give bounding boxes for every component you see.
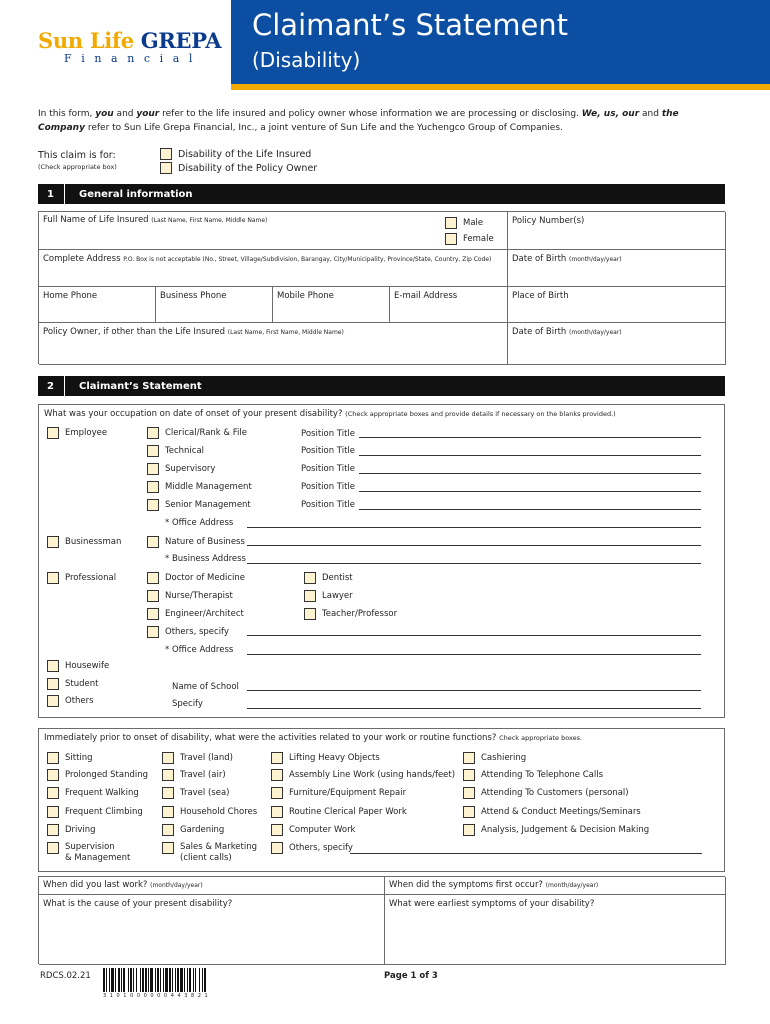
barcode [103, 968, 275, 992]
option-label: Student [65, 679, 99, 689]
businessman-option[interactable] [47, 536, 121, 548]
option-label: Gardening [180, 825, 225, 835]
barcode-digits: 3 1 0 1 0 0 0 0 0 0 4 4 3 8 2 1 [103, 993, 209, 999]
option-label: Others, specify [165, 627, 229, 637]
checkbox[interactable] [463, 752, 475, 764]
position-title-line[interactable] [359, 491, 701, 492]
intro-you: you [95, 109, 114, 119]
activity-cashiering[interactable] [463, 752, 526, 764]
activity-others-specify[interactable] [271, 842, 353, 854]
option-label: Attend & Conduct Meetings/Seminars [481, 807, 641, 817]
intro-paragraph [38, 108, 728, 135]
housewife-option[interactable] [47, 660, 109, 672]
option-label: Travel (air) [180, 770, 226, 780]
checkbox[interactable] [147, 445, 159, 457]
lawyer-option[interactable] [304, 590, 353, 602]
place-of-birth-field[interactable] [508, 287, 726, 323]
checkbox[interactable] [271, 824, 283, 836]
logo-grepa: GREPA [140, 28, 222, 53]
intro-text: and [113, 109, 137, 119]
office-address-label: * Office Address [165, 645, 234, 655]
option-label [180, 842, 257, 864]
field-label: Place of Birth [512, 291, 569, 301]
option-label: Attending To Telephone Calls [481, 770, 604, 780]
nurse-option[interactable] [147, 590, 233, 602]
activity-telephone[interactable] [463, 769, 603, 781]
option-label: Sitting [65, 753, 93, 763]
option-label: Routine Clerical Paper Work [289, 807, 407, 817]
intro-your: your [136, 109, 160, 119]
dentist-option[interactable] [304, 572, 353, 584]
mobile-phone-field[interactable] [273, 287, 390, 323]
option-label [65, 842, 130, 864]
claim-for-label: This claim is for: [38, 150, 116, 161]
option-label: Senior Management [165, 500, 251, 510]
option-label: Others, specify [289, 843, 353, 853]
symptoms-first-field[interactable] [385, 877, 726, 895]
section-number: 2 [47, 380, 54, 392]
checkbox[interactable] [304, 608, 316, 620]
option-label-line: Supervision [65, 842, 115, 852]
teacher-option[interactable] [304, 608, 397, 620]
activities-question [44, 733, 582, 743]
option-label-line: & Management [65, 853, 131, 863]
option-label: Frequent Walking [65, 788, 139, 798]
option-label: Female [463, 234, 494, 244]
checkbox[interactable] [271, 752, 283, 764]
option-label: Computer Work [289, 825, 356, 835]
checkbox[interactable] [162, 806, 174, 818]
policy-owner-field[interactable] [39, 323, 508, 365]
intro-text: refer to the life insured and policy owner whose information we are processing or disclosing. [159, 109, 582, 119]
owner-dob-field[interactable] [508, 323, 726, 365]
field-label: Policy Owner, if other than the Life Insured [43, 327, 226, 337]
field-note: (month/day/year) [569, 329, 622, 336]
section-title: Claimant’s Statement [79, 380, 202, 392]
business-address-line[interactable] [247, 563, 701, 564]
option-label: Middle Management [165, 482, 252, 492]
student-option[interactable] [47, 678, 98, 690]
email-field[interactable] [390, 287, 508, 323]
option-label: Attending To Customers (personal) [481, 788, 629, 798]
section-1-header [38, 184, 725, 204]
position-title-label: Position Title [301, 464, 356, 474]
field-label: Full Name of Life Insured [43, 215, 149, 225]
field-label: What were earliest symptoms of your disability? [389, 899, 595, 909]
activity-meetings[interactable] [463, 806, 641, 818]
option-label: Supervisory [165, 464, 216, 474]
office-address-line[interactable] [247, 654, 701, 655]
option-label: Professional [65, 573, 117, 583]
address-field[interactable] [39, 250, 508, 287]
option-label: Housewife [65, 661, 110, 671]
option-label: Lifting Heavy Objects [289, 753, 380, 763]
checkbox[interactable] [47, 695, 59, 707]
checkbox[interactable] [162, 787, 174, 799]
checkbox[interactable] [47, 824, 59, 836]
checkbox[interactable] [271, 769, 283, 781]
field-note: (month/day/year) [150, 882, 203, 889]
checkbox[interactable] [160, 162, 172, 174]
business-address-label: * Business Address [165, 554, 246, 564]
checkbox[interactable] [47, 660, 59, 672]
page-number-text: Page 1 of 3 [384, 971, 438, 981]
field-label: Home Phone [43, 291, 98, 301]
option-label: Others [65, 696, 94, 706]
position-title-label: Position Title [301, 429, 356, 439]
option-label: Employee [65, 428, 108, 438]
option-label: Technical [165, 446, 205, 456]
checkbox[interactable] [271, 842, 283, 854]
section-number: 1 [47, 188, 54, 200]
doctor-option[interactable] [147, 572, 245, 584]
office-address-label: * Office Address [165, 518, 234, 528]
cause-field[interactable] [39, 895, 385, 965]
occupation-question [44, 409, 616, 419]
field-label: When did you last work? [43, 880, 148, 890]
activity-travel-air[interactable] [162, 769, 226, 781]
sun-life-grepa-logo [38, 30, 228, 70]
checkbox[interactable] [271, 806, 283, 818]
activity-frequent-walking[interactable] [47, 787, 139, 799]
checkbox[interactable] [47, 752, 59, 764]
option-label: Assembly Line Work (using hands/feet) [289, 770, 456, 780]
field-label: Date of Birth [512, 327, 567, 337]
option-label: Clerical/Rank & File [165, 428, 247, 438]
title-band [231, 0, 770, 90]
checkbox[interactable] [463, 824, 475, 836]
activity-clerical-paper[interactable] [271, 806, 407, 818]
option-label: Driving [65, 825, 96, 835]
checkbox[interactable] [147, 427, 159, 439]
professional-option[interactable] [47, 572, 116, 584]
checkbox[interactable] [162, 842, 174, 854]
barcode-bar [206, 968, 207, 992]
option-label: Nurse/Therapist [165, 591, 233, 601]
activity-travel-sea[interactable] [162, 787, 229, 799]
activity-computer-work[interactable] [271, 824, 355, 836]
full-name-field[interactable] [39, 212, 508, 250]
form-code: RDCS.02.21 [40, 971, 91, 981]
checkbox[interactable] [47, 787, 59, 799]
option-label: Lawyer [322, 591, 353, 601]
checkbox[interactable] [47, 427, 59, 439]
activity-lifting[interactable] [271, 752, 380, 764]
general-info-table [38, 211, 725, 364]
field-label: E-mail Address [394, 291, 458, 301]
position-title-line[interactable] [359, 509, 701, 510]
checkbox[interactable] [147, 481, 159, 493]
logo-sun-life: Sun Life [38, 28, 141, 53]
technical-option[interactable] [147, 445, 204, 457]
activity-frequent-climbing[interactable] [47, 806, 143, 818]
activity-household-chores[interactable] [162, 806, 257, 818]
others-specify-option[interactable] [147, 626, 229, 638]
intro-text: refer to Sun Life Grepa Financial, Inc., a joint venture of Sun Life and the Yuchengco Group of Companies. [84, 122, 563, 133]
option-label: Doctor of Medicine [165, 573, 246, 583]
option-label-line: Sales & Marketing [180, 842, 258, 852]
checkbox[interactable] [445, 233, 457, 245]
question-note: Check appropriate boxes. [499, 734, 583, 742]
section-2-header [38, 376, 725, 396]
specify-label: Specify [172, 699, 203, 709]
option-label: Male [463, 218, 484, 228]
claim-option-life-insured[interactable] [160, 147, 317, 161]
field-label: Date of Birth [512, 254, 567, 264]
activity-supervision[interactable] [47, 842, 130, 864]
claim-for-note: (Check appropriate box) [38, 163, 117, 171]
occupation-box [38, 404, 725, 718]
checkbox[interactable] [445, 217, 457, 229]
name-school-label: Name of School [172, 682, 239, 692]
checkbox[interactable] [147, 463, 159, 475]
option-label: Businessman [65, 537, 122, 547]
activity-gardening[interactable] [162, 824, 224, 836]
claim-option-policy-owner[interactable] [160, 161, 317, 175]
checkbox[interactable] [47, 806, 59, 818]
option-label: Furniture/Equipment Repair [289, 788, 407, 798]
logo-financial: Financial [64, 52, 203, 65]
checkbox[interactable] [463, 787, 475, 799]
activity-assembly-line[interactable] [271, 769, 455, 781]
option-label: Travel (sea) [180, 788, 230, 798]
nature-business-option[interactable] [147, 536, 245, 548]
position-title-label: Position Title [301, 482, 356, 492]
field-label: Business Phone [160, 291, 227, 301]
earliest-symptoms-field[interactable] [385, 895, 726, 965]
position-title-line[interactable] [359, 473, 701, 474]
checkbox[interactable] [47, 536, 59, 548]
home-phone-field[interactable] [39, 287, 156, 323]
question-text: What was your occupation on date of onset of your present disability? [44, 409, 343, 419]
position-title-line[interactable] [359, 455, 701, 456]
checkbox[interactable] [463, 806, 475, 818]
activity-driving[interactable] [47, 824, 96, 836]
checkbox[interactable] [47, 769, 59, 781]
activity-furniture-repair[interactable] [271, 787, 406, 799]
option-label: Engineer/Architect [165, 609, 244, 619]
supervisory-option[interactable] [147, 463, 215, 475]
specify-line[interactable] [247, 708, 701, 709]
male-option[interactable] [445, 217, 483, 229]
section-title: General information [79, 188, 193, 200]
dob-field[interactable] [508, 250, 726, 287]
name-school-line[interactable] [247, 690, 701, 691]
field-label: Policy Number(s) [512, 216, 585, 226]
option-label: Frequent Climbing [65, 807, 143, 817]
activity-others-line[interactable] [350, 853, 702, 854]
employee-option[interactable] [47, 427, 107, 439]
option-label: Nature of Business [165, 537, 245, 547]
field-note: P.O. Box is not acceptable (No., Street, Village/Subdivision, Barangay, City/Municipality, Province/State, Country, Zip Code) [123, 256, 492, 263]
activity-customers[interactable] [463, 787, 629, 799]
position-title-line[interactable] [359, 437, 701, 438]
activity-travel-land[interactable] [162, 752, 233, 764]
option-label: Dentist [322, 573, 353, 583]
claim-options [160, 147, 317, 175]
checkbox[interactable] [47, 842, 59, 854]
checkbox[interactable] [271, 787, 283, 799]
checkbox[interactable] [147, 626, 159, 638]
question-note: (Check appropriate boxes and provide details if necessary on the blanks provided.) [345, 410, 616, 418]
field-note: (month/day/year) [545, 882, 599, 889]
position-title-label: Position Title [301, 500, 356, 510]
logo-wordmark [38, 30, 228, 52]
nature-business-line[interactable] [247, 545, 701, 546]
field-note: (Last Name, First Name, Middle Name) [151, 217, 268, 224]
office-address-line[interactable] [247, 527, 701, 528]
female-option[interactable] [445, 233, 494, 245]
option-label: Travel (land) [180, 753, 233, 763]
business-phone-field[interactable] [156, 287, 273, 323]
checkbox[interactable] [47, 572, 59, 584]
others-option[interactable] [47, 695, 94, 707]
option-label-line: (client calls) [180, 853, 232, 863]
option-label: Disability of the Life Insured [178, 148, 312, 160]
form-title: Claimant’s Statement [252, 8, 569, 42]
checkbox[interactable] [47, 678, 59, 690]
intro-company: the Company [38, 109, 679, 133]
checkbox[interactable] [147, 536, 159, 548]
intro-text: In this form, [38, 109, 96, 119]
question-text: Immediately prior to onset of disability, what were the activities related to your work or routine functions? [44, 733, 497, 743]
checkbox[interactable] [304, 590, 316, 602]
activities-box [38, 728, 725, 872]
senior-management-option[interactable] [147, 499, 251, 511]
checkbox[interactable] [304, 572, 316, 584]
option-label: Disability of the Policy Owner [178, 162, 318, 174]
intro-text: and [639, 109, 662, 119]
field-label: What is the cause of your present disability? [43, 899, 233, 909]
middle-management-option[interactable] [147, 481, 252, 493]
checkbox[interactable] [147, 499, 159, 511]
intro-we: We, us, our [581, 109, 640, 119]
activity-analysis[interactable] [463, 824, 649, 836]
option-label: Household Chores [180, 807, 258, 817]
option-label: Analysis, Judgement & Decision Making [481, 825, 650, 835]
option-label: Cashiering [481, 753, 527, 763]
checkbox[interactable] [147, 590, 159, 602]
activity-sitting[interactable] [47, 752, 93, 764]
field-label: When did the symptoms first occur? [389, 880, 543, 890]
engineer-option[interactable] [147, 608, 244, 620]
last-work-field[interactable] [39, 877, 385, 895]
checkbox[interactable] [463, 769, 475, 781]
option-label: Teacher/Professor [322, 609, 398, 619]
others-specify-line[interactable] [247, 635, 701, 636]
field-label: Mobile Phone [277, 291, 334, 301]
field-note: (Last Name, First Name, Middle Name) [227, 329, 344, 336]
position-title-label: Position Title [301, 446, 356, 456]
activity-prolonged-standing[interactable] [47, 769, 148, 781]
option-label: Prolonged Standing [65, 770, 149, 780]
checkbox[interactable] [162, 769, 174, 781]
activity-sales-marketing[interactable] [162, 842, 257, 864]
checkbox[interactable] [147, 572, 159, 584]
policy-numbers-field[interactable] [508, 212, 726, 250]
checkbox[interactable] [162, 824, 174, 836]
checkbox[interactable] [162, 752, 174, 764]
clerical-option[interactable] [147, 427, 247, 439]
field-label: Complete Address [43, 254, 121, 264]
form-subtitle: (Disability) [252, 48, 361, 72]
page-number [384, 971, 438, 981]
field-note: (month/day/year) [569, 256, 622, 263]
checkbox[interactable] [147, 608, 159, 620]
checkbox[interactable] [160, 148, 172, 160]
disability-details-table [38, 876, 725, 964]
